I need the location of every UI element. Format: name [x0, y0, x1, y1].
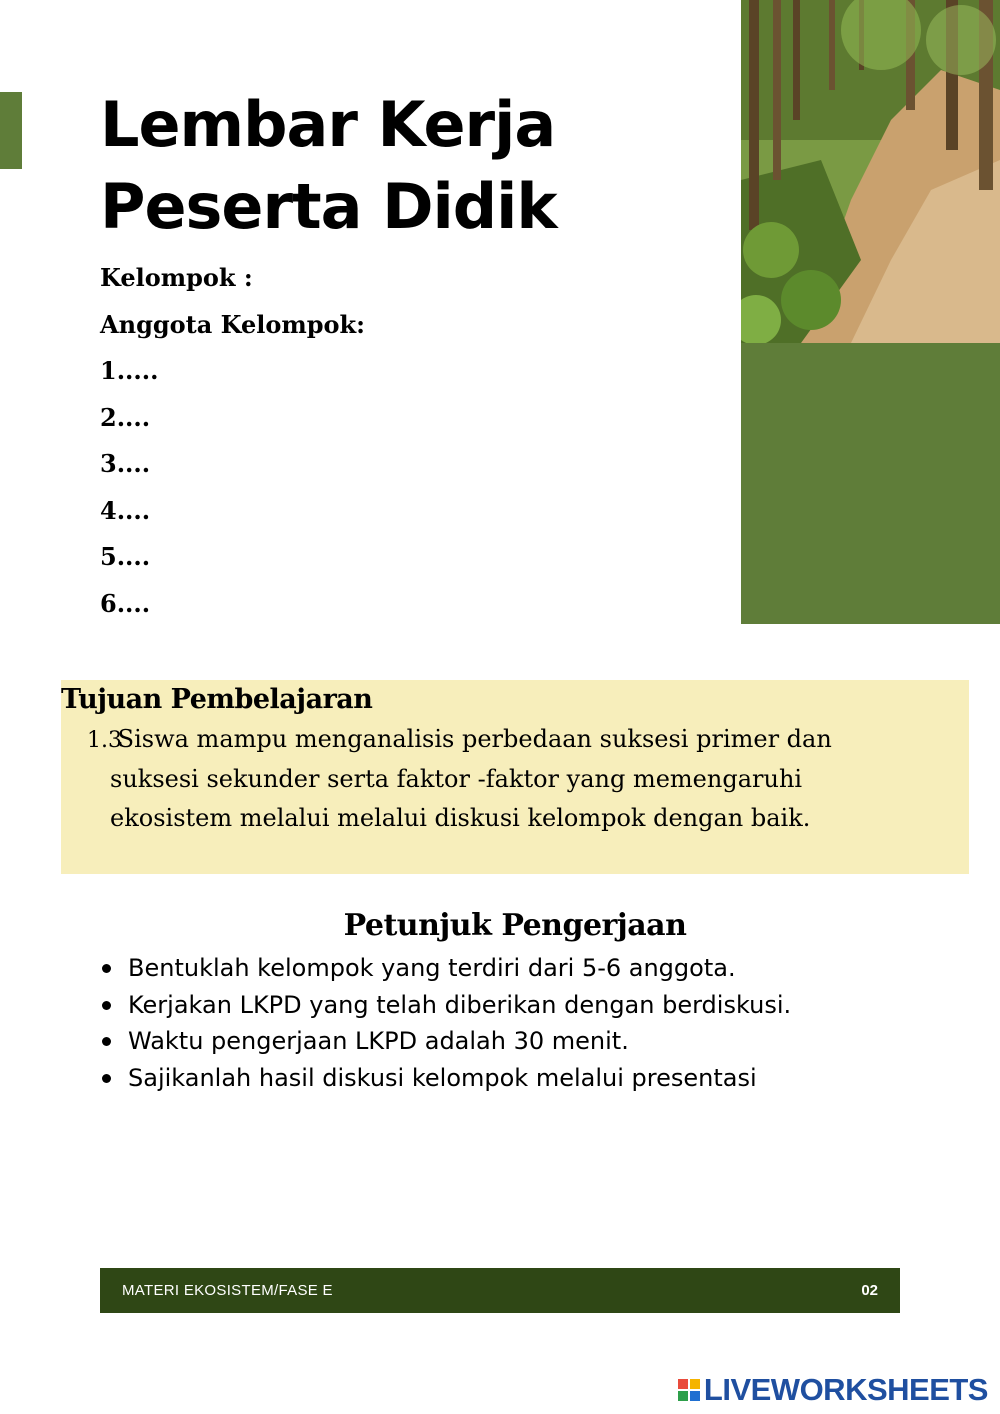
liveworksheets-logo-icon	[678, 1379, 700, 1401]
page-title	[100, 84, 557, 248]
objective-line-3: ekosistem melalui melalui diskusi kelompok dengan baik.	[110, 804, 811, 832]
instruction-item: Sajikanlah hasil diskusi kelompok melalui presentasi	[100, 1060, 791, 1097]
forest-path-photo	[741, 0, 1000, 343]
member-line: 4....	[100, 495, 151, 525]
instruction-item: Bentuklah kelompok yang terdiri dari 5-6 anggota.	[100, 950, 791, 987]
member-line: 5....	[100, 542, 151, 571]
brand-name: LIVEWORKSHEETS	[703, 1372, 988, 1407]
left-accent-bar	[0, 92, 22, 169]
member-line: 6....	[100, 588, 151, 618]
member-line: 1.....	[100, 356, 159, 385]
learning-objective-box	[61, 680, 969, 874]
title-line-2: Peserta Didik	[100, 170, 557, 243]
instructions-list	[100, 950, 791, 1096]
objective-line-1: Siswa mampu menganalisis perbedaan suksesi primer dan	[117, 725, 832, 753]
objective-number: 1.3	[87, 728, 122, 753]
member-line: 2....	[100, 402, 151, 432]
learning-objective-heading: Tujuan Pembelajaran	[61, 684, 373, 715]
learning-objective-text	[87, 720, 927, 838]
objective-line-2: suksesi sekunder serta faktor -faktor yang memengaruhi	[110, 765, 803, 793]
green-side-block	[741, 343, 1000, 624]
forest-path-image	[741, 0, 1000, 343]
footer-bar	[100, 1268, 900, 1313]
title-line-1: Lembar Kerja	[100, 88, 556, 161]
kelompok-label: Kelompok :	[100, 263, 253, 292]
liveworksheets-brand[interactable]	[678, 1372, 988, 1408]
instructions-heading: Petunjuk Pengerjaan	[343, 908, 687, 943]
footer-subject: MATERI EKOSISTEM/FASE E	[122, 1282, 333, 1299]
instruction-item: Kerjakan LKPD yang telah diberikan dengan berdiskusi.	[100, 987, 791, 1024]
anggota-label: Anggota Kelompok:	[100, 309, 366, 339]
member-line: 3....	[100, 449, 151, 478]
instruction-item: Waktu pengerjaan LKPD adalah 30 menit.	[100, 1023, 791, 1060]
page-number: 02	[861, 1282, 878, 1299]
group-info	[100, 258, 365, 630]
